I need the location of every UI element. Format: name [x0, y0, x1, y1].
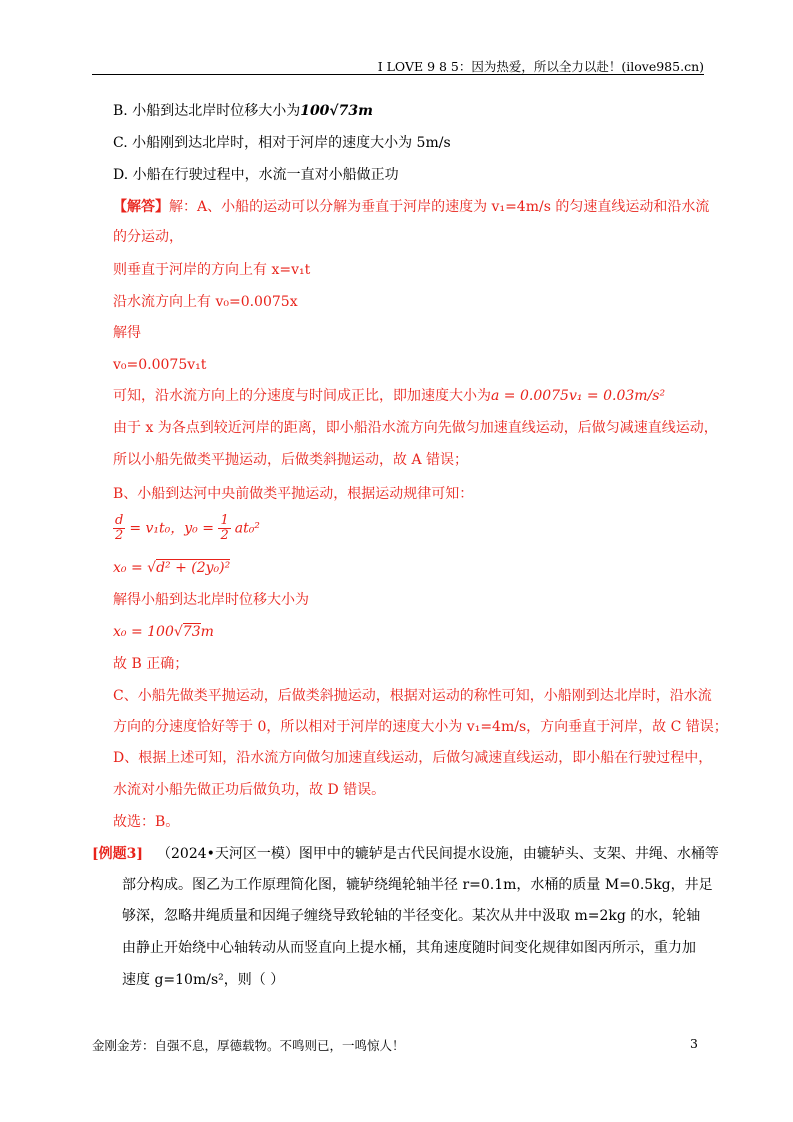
answer-line-19: 水流对小船先做正功后做负功，故 D 错误。	[113, 782, 386, 798]
answer-text-7: 可知，沿水流方向上的分速度与时间成正比，即加速度大小为	[113, 388, 491, 404]
example-text-1: （2024•天河区一模）图甲中的辘轳是古代民间提水设施，由辘轳头、支架、井绳、水桶等	[157, 846, 719, 862]
page-number: 3	[690, 1036, 698, 1051]
fraction-numerator: d	[115, 513, 124, 528]
fraction-denominator-2: 2	[220, 528, 229, 543]
answer-line-17: 方向的分速度恰好等于 0，所以相对于河岸的速度大小为 v₁=4m/s，方向垂直于河岸，故 C 错误；	[113, 719, 728, 735]
answer-line-12	[113, 558, 230, 578]
example-line-1	[92, 844, 719, 864]
answer-line-8: 由于 x 为各点到较近河岸的距离，即小船沿水流方向先做匀加速直线运动，后做匀减速直线运动，	[113, 420, 718, 436]
option-b-formula: 100√73m	[300, 103, 373, 119]
answer-line-6: v₀=0.0075v₁t	[113, 357, 207, 373]
option-b	[113, 101, 373, 121]
option-d: D. 小船在行驶过程中，水流一直对小船做正功	[113, 167, 399, 183]
answer-line-13: 解得小船到达北岸时位移大小为	[113, 592, 309, 608]
answer-line-9: 所以小船先做类平抛运动，后做类斜抛运动，故 A 错误；	[113, 452, 469, 468]
example-line-3: 够深，忽略井绳质量和因绳子缠绕导致轮轴的半径变化。某次从井中汲取 m=2kg 的水，轮轴	[122, 908, 701, 924]
sqrt-radicand-2: 73	[182, 624, 201, 640]
answer-line-2: 的分运动，	[113, 229, 183, 245]
answer-line-14	[113, 622, 214, 642]
answer-line-1	[113, 197, 709, 217]
answer-line-18: D、根据上述可知，沿水流方向做匀加速直线运动，后做匀减速直线运动，即小船在行驶过程中，	[113, 750, 713, 766]
fraction-denominator: 2	[115, 528, 124, 543]
answer-line-5: 解得	[113, 325, 141, 341]
answer-line-20: 故选：B。	[113, 814, 180, 830]
fraction-1-over-2	[218, 514, 230, 543]
answer-line-15: 故 B 正确；	[113, 656, 189, 672]
formula-end: at₀²	[234, 520, 260, 537]
answer-line-7	[113, 386, 665, 406]
formula-mid: = v₁t₀，y₀ =	[129, 520, 214, 537]
acceleration-formula: a = 0.0075v₁ = 0.03m/s²	[491, 388, 666, 404]
answer-text-1: 解：A、小船的运动可以分解为垂直于河岸的速度为 v₁=4m/s 的匀速直线运动和沿水流	[169, 199, 710, 215]
sqrt-sign-2: √	[173, 624, 183, 640]
answer-line-3: 则垂直于河岸的方向上有 x=v₁t	[113, 262, 311, 278]
fraction-numerator-2: 1	[220, 513, 229, 528]
x0-unit: m	[200, 624, 214, 640]
example-line-2: 部分构成。图乙为工作原理简化图，辘轳绕绳轮轴半径 r=0.1m，水桶的质量 M=0.5kg，井足	[122, 877, 713, 893]
answer-line-16: C、小船先做类平抛运动，后做类斜抛运动，根据对运动的称性可知，小船刚到达北岸时，沿水流	[113, 688, 712, 704]
example-line-5: 速度 g=10m/s²，则（ ）	[122, 972, 285, 988]
header-rule	[92, 74, 704, 75]
fraction-d-over-2	[113, 514, 125, 543]
answer-line-4: 沿水流方向上有 v₀=0.0075x	[113, 294, 298, 310]
answer-line-10: B、小船到达河中央前做类平抛运动，根据运动规律可知：	[113, 486, 474, 502]
answer-line-11	[113, 514, 260, 543]
sqrt-sign: √	[147, 560, 157, 576]
page-header: I LOVE 9 8 5：因为热爱，所以全力以赴！(ilove985.cn)	[377, 59, 704, 74]
example-tag: [例题3]	[92, 846, 143, 862]
example-line-4: 由静止开始绕中心轴转动从而竖直向上提水桶，其角速度随时间变化规律如图丙所示，重力加	[122, 940, 696, 956]
answer-tag: 【解答】	[113, 199, 169, 215]
page-footer: 金刚金芳：自强不息，厚德载物。不鸣则已，一鸣惊人！	[92, 1038, 405, 1053]
x0-value-prefix: x₀ = 100	[113, 624, 174, 640]
option-b-text: B. 小船到达北岸时位移大小为	[113, 103, 301, 119]
option-c: C. 小船刚到达北岸时，相对于河岸的速度大小为 5m/s	[113, 135, 451, 151]
x0-prefix: x₀ =	[113, 560, 148, 576]
sqrt-radicand: d² + (2y₀)²	[156, 560, 231, 576]
